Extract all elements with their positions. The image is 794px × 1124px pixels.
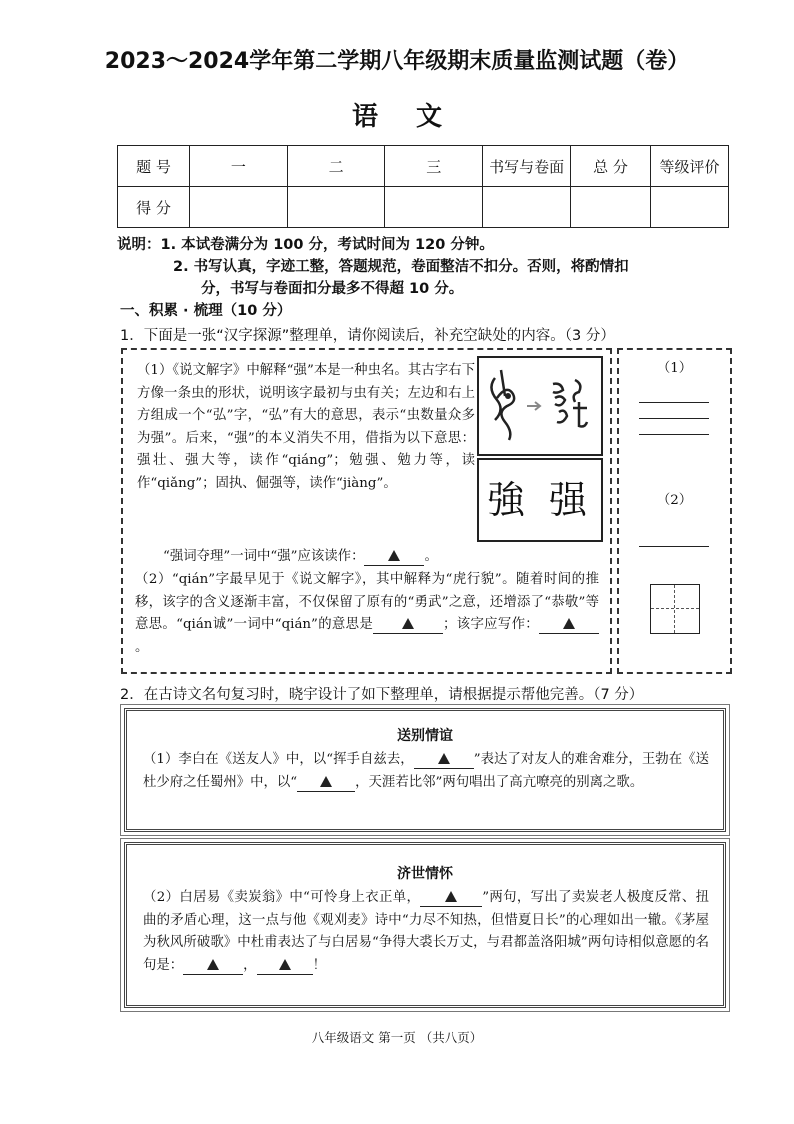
score-input-cell[interactable] [287, 187, 385, 228]
answer-label-2: （2） [656, 493, 693, 508]
q2-text: ，天涯若比邻”两句唱出了高亢嘹亮的别离之歌。 [355, 774, 644, 790]
q1-paragraph-1: （1）《说文解字》中解释“强”本是一种虫名。其古字右下方像一条虫的形状，说明该字最初与虫有关；左边和右上方组成一个“弘”字，“弘”有大的意思，表示“虫数量众多为强”。后来，“强”的本义消失不用，借指为以下意思：强壮、强大等，读作“qiáng”；勉强、勉力等，读作“qiǎng”；固执、倔强等，读作“jiàng”。 [137, 363, 475, 491]
grid-guide [674, 585, 675, 633]
answer-blank[interactable] [257, 958, 313, 975]
grid-guide [651, 608, 699, 609]
table-cell: 题 号 [118, 146, 190, 187]
q2-card-farewell [124, 708, 726, 832]
triangle-icon [388, 550, 400, 561]
triangle-icon [563, 618, 575, 629]
q2-text: ”两句，写出了卖炭老人极度反常、扭曲的矛盾心理，这一点与他《观刈麦》诗中“力尽不知热，但惜夏日长”的心理如出一辙。《茅屋为秋风所破歌》中杜甫表达了与白居易“争得大裘长万丈，与君都盖洛阳城”两句诗相似意愿的名句是： [143, 890, 709, 973]
triangle-icon [207, 959, 219, 970]
table-cell: 二 [287, 146, 385, 187]
page-footer: 八年级语文 第一页 （共八页） [311, 1030, 483, 1045]
triangle-icon [320, 776, 332, 787]
score-table-header-row [118, 146, 729, 187]
answer-blank[interactable] [297, 775, 355, 792]
q2-card-text [143, 887, 709, 977]
section-heading: 一、积累 · 梳理（10 分） [120, 303, 292, 319]
answer-line[interactable] [639, 434, 709, 435]
answer-line[interactable] [639, 418, 709, 419]
q2-text: ， [243, 957, 257, 973]
question-1-stem: 1．下面是一张“汉字探源”整理单，请你阅读后，补充空缺处的内容。（3 分） [120, 328, 615, 344]
q1-paragraph-2-text-b: ；该字应写作： [443, 617, 539, 632]
answer-label-1: （1） [656, 361, 693, 376]
ancient-character-image [477, 356, 603, 456]
triangle-icon [402, 618, 414, 629]
triangle-icon [445, 891, 457, 902]
instruction-line: 说明：1. 本试卷满分为 100 分，考试时间为 120 分钟。 [117, 237, 494, 253]
q1-paragraph-2-text: （2）“qián”字最早见于《说文解字》，其中解释为“虎行貌”。随着时间的推移，该字的含义逐渐丰富，不仅保留了原有的“勇武”之意，还增添了“恭敬”等意思。“qián诚”一词中“qián”的意思是 [135, 572, 599, 632]
score-table-score-row [118, 187, 729, 228]
q2-text: （2）白居易《卖炭翁》中“可怜身上衣正单， [143, 890, 421, 905]
q1-question-text: “强词夺理”一词中“强”应该读作： [163, 549, 365, 564]
q2-card-text [143, 749, 709, 794]
instruction-line: 2. 书写认真，字迹工整，答题规范，卷面整洁不扣分。否则，将酌情扣 [173, 259, 629, 275]
q2-card-title: 济世情怀 [397, 866, 453, 882]
question-2-stem: 2．在古诗文名句复习时，晓宇设计了如下整理单，请根据提示帮他完善。（7 分） [120, 687, 644, 703]
score-input-cell[interactable] [385, 187, 483, 228]
score-table [117, 145, 729, 228]
table-cell: 等级评价 [650, 146, 728, 187]
q2-card-social-concern [124, 842, 726, 1008]
answer-blank[interactable] [364, 549, 424, 566]
subject-title: 语文 [351, 102, 480, 132]
instruction-line: 分，书写与卷面扣分最多不得超 10 分。 [201, 281, 464, 297]
table-cell: 三 [385, 146, 483, 187]
character-forms: 強 强 [486, 478, 594, 522]
table-cell: 一 [190, 146, 288, 187]
answer-blank[interactable] [539, 617, 599, 634]
answer-blank[interactable] [420, 890, 482, 907]
q1-paragraph-1-question: “强词夺理”一词中“强”应该读作： 。 [135, 546, 595, 569]
answer-blank[interactable] [414, 752, 474, 769]
table-cell: 得 分 [118, 187, 190, 228]
instructions [117, 234, 757, 300]
triangle-icon [438, 753, 450, 764]
triangle-icon [279, 959, 291, 970]
table-cell: 总 分 [571, 146, 651, 187]
modern-character-image [477, 458, 603, 542]
q1-paragraph-2: （2）“qián”字最早见于《说文解字》，其中解释为“虎行貌”。随着时间的推移，该字的含义逐渐丰富，不仅保留了原有的“勇武”之意，还增添了“恭敬”等意思。“qián诚”一词中“qián”的意思是 ；该字应写作：。 [135, 572, 599, 655]
writing-grid-box[interactable] [650, 584, 700, 634]
ancient-qiang-glyph-icon [479, 358, 601, 454]
q1-answer-card [617, 348, 732, 674]
answer-line[interactable] [639, 546, 709, 547]
q2-text: ！ [312, 957, 326, 973]
score-input-cell[interactable] [483, 187, 571, 228]
q2-text: （1）李白在《送友人》中，以“挥手自兹去， [143, 752, 414, 767]
answer-blank[interactable] [373, 617, 443, 634]
score-input-cell[interactable] [190, 187, 288, 228]
answer-blank[interactable] [183, 958, 243, 975]
answer-line[interactable] [639, 402, 709, 403]
q2-card-title: 送别情谊 [397, 728, 453, 744]
q2-text: ”表达了对友人的难舍难分，王勃在《送杜少府之任蜀州》中，以“ [143, 752, 709, 790]
exam-title: 2023～2024学年第二学期八年级期末质量监测试题（卷） [104, 49, 690, 74]
table-cell: 书写与卷面 [483, 146, 571, 187]
score-input-cell[interactable] [650, 187, 728, 228]
score-input-cell[interactable] [571, 187, 651, 228]
